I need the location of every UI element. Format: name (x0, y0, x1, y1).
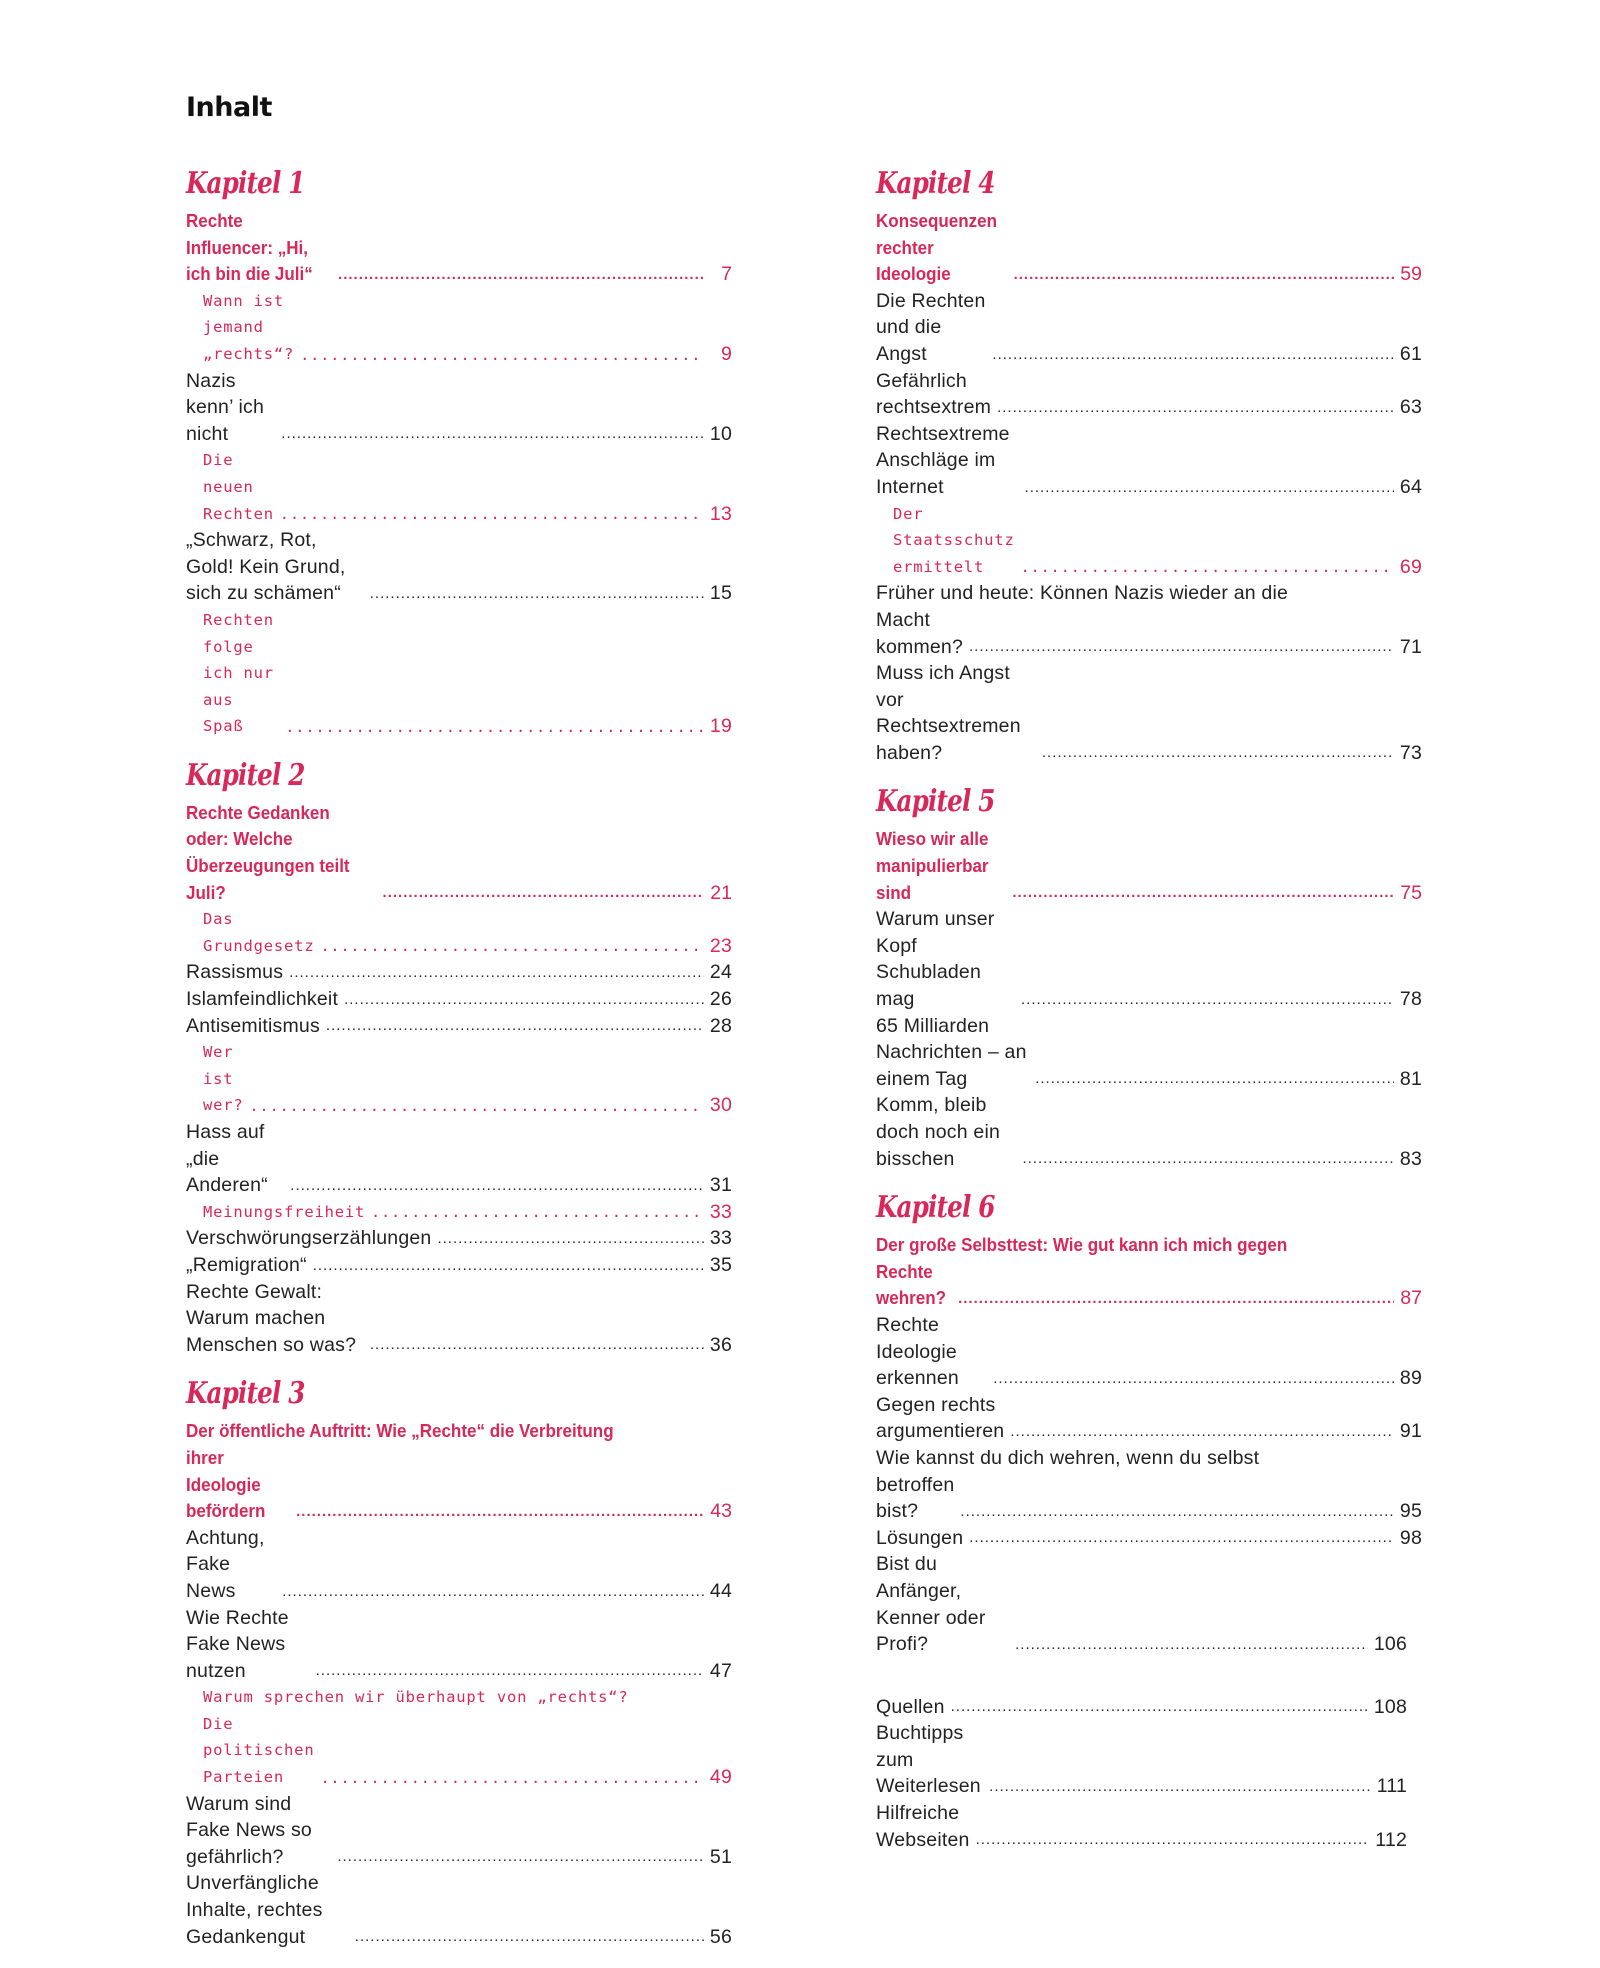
toc-entry-lead[interactable]: Rechte Influencer: „Hi, ich bin die Juli“ ..... 7 (186, 208, 732, 288)
toc-column-left (186, 166, 732, 1968)
chapter-2 (186, 758, 732, 1358)
toc-entry[interactable]: Rechte Ideologie erkennen ..... 89 (876, 1312, 1422, 1392)
appendix-list (876, 1694, 1422, 1854)
toc-entry[interactable]: Bist du Anfänger, Kenner oder Profi? ..... 106 (876, 1551, 1422, 1657)
toc-entry[interactable]: betroffen bist? ..... 95 (876, 1472, 1422, 1525)
toc-entry-lead[interactable]: Rechte Gedanken oder: Welche Überzeugungen teilt Juli? ..... 21 (186, 800, 732, 906)
toc-entry[interactable]: Verschwörungserzählungen ..... 33 (186, 1225, 732, 1252)
toc-entry[interactable]: Nazis kenn’ ich nicht ..... 10 (186, 368, 732, 448)
toc-entry-box[interactable]: Das Grundgesetz ..... 23 (186, 906, 732, 959)
toc-entry[interactable]: Rechtsextreme Anschläge im Internet ..... 64 (876, 421, 1422, 501)
toc-entry[interactable]: Hass auf „die Anderen“ ..... 31 (186, 1119, 732, 1199)
chapter-6 (876, 1190, 1422, 1658)
chapter-4 (876, 166, 1422, 766)
toc-entry[interactable]: Wie Rechte Fake News nutzen ..... 47 (186, 1605, 732, 1685)
toc-entry[interactable]: Rassismus ..... 24 (186, 959, 732, 986)
toc-entry-lead[interactable]: Der große Selbsttest: Wie gut kann ich mich gegen (876, 1234, 1288, 1256)
chapter-heading: Kapitel 3 (186, 1376, 305, 1412)
toc-entry-box[interactable]: Die politischen Parteien ..... 49 (186, 1711, 732, 1791)
toc-entry-box[interactable]: Meinungsfreiheit ..... 33 (186, 1199, 732, 1226)
toc-entry[interactable]: „Remigration“ ..... 35 (186, 1252, 732, 1279)
toc-entry-box[interactable]: Die neuen Rechten ..... 13 (186, 447, 732, 527)
toc-entry[interactable]: Warum unser Kopf Schubladen mag ..... 78 (876, 906, 1422, 1012)
toc-entry-lead[interactable]: Konsequenzen rechter Ideologie ..... 59 (876, 208, 1422, 288)
toc-entry[interactable]: Komm, bleib doch noch ein bisschen ..... 83 (876, 1092, 1422, 1172)
toc-entry[interactable]: 65 Milliarden Nachrichten – an einem Tag ..... 81 (876, 1013, 1422, 1093)
toc-entry[interactable]: Achtung, Fake News ..... 44 (186, 1525, 732, 1605)
toc-entry[interactable]: Die Rechten und die Angst ..... 61 (876, 288, 1422, 368)
chapter-heading: Kapitel 6 (876, 1190, 995, 1226)
chapter-heading: Kapitel 5 (876, 784, 995, 820)
toc-entry-lead[interactable]: Der öffentliche Auftritt: Wie „Rechte“ die Verbreitung (186, 1420, 614, 1442)
toc-entry[interactable]: Gefährlich rechtsextrem ..... 63 (876, 368, 1422, 421)
chapter-1 (186, 166, 732, 740)
toc-entry-box[interactable]: Wer ist wer? ..... 30 (186, 1039, 732, 1119)
toc-entry[interactable]: Unverfängliche Inhalte, rechtes Gedankengut ..... 56 (186, 1870, 732, 1950)
toc-entry-book-tips[interactable]: Buchtipps zum Weiterlesen ..... 111 (876, 1720, 1422, 1800)
toc-entry-sources[interactable]: Quellen ..... 108 (876, 1694, 1422, 1721)
toc-entry[interactable]: „Schwarz, Rot, Gold! Kein Grund, sich zu schämen“ ..... 15 (186, 527, 732, 607)
toc-column-right (876, 166, 1422, 1853)
toc-entry[interactable]: Wie kannst du dich wehren, wenn du selbst (876, 1446, 1260, 1469)
toc-entry[interactable]: Rechte Gewalt: Warum machen Menschen so was? ..... 36 (186, 1279, 732, 1359)
toc-entry-lead[interactable]: Rechte wehren? ..... 87 (876, 1259, 1422, 1312)
toc-entry[interactable]: Macht kommen? ..... 71 (876, 607, 1422, 660)
toc-entry-websites[interactable]: Hilfreiche Webseiten ..... 112 (876, 1800, 1422, 1853)
chapter-heading: Kapitel 2 (186, 757, 305, 793)
toc-entry[interactable]: Islamfeindlichkeit ..... 26 (186, 986, 732, 1013)
toc-entry-lead[interactable]: Wieso wir alle manipulierbar sind ..... 75 (876, 826, 1422, 906)
page-title: Inhalt (186, 92, 272, 123)
toc-entry-box[interactable]: Wann ist jemand „rechts“? ..... 9 (186, 288, 732, 368)
toc-entry-box[interactable]: Der Staatsschutz ermittelt ..... 69 (876, 501, 1422, 581)
toc-entry[interactable]: Warum sind Fake News so gefährlich? ..... 51 (186, 1791, 732, 1871)
toc-entry[interactable]: Lösungen ..... 98 (876, 1525, 1422, 1552)
chapter-heading: Kapitel 4 (876, 166, 995, 201)
chapter-3 (186, 1376, 732, 1950)
toc-entry[interactable]: Muss ich Angst vor Rechtsextremen haben? ..... 73 (876, 660, 1422, 766)
toc-entry-box[interactable]: Rechten folge ich nur aus Spaß ..... 19 (186, 607, 732, 740)
toc-entry[interactable]: Gegen rechts argumentieren ..... 91 (876, 1392, 1422, 1445)
toc-entry-box[interactable]: Warum sprechen wir überhaupt von „rechts“? (203, 1688, 629, 1707)
chapter-heading: Kapitel 1 (186, 166, 305, 201)
chapter-5 (876, 784, 1422, 1172)
toc-entry[interactable]: Früher und heute: Können Nazis wieder an die (876, 582, 1289, 605)
toc-entry[interactable]: Antisemitismus ..... 28 (186, 1013, 732, 1040)
toc-entry-lead[interactable]: ihrer Ideologie befördern ..... 43 (186, 1445, 732, 1525)
